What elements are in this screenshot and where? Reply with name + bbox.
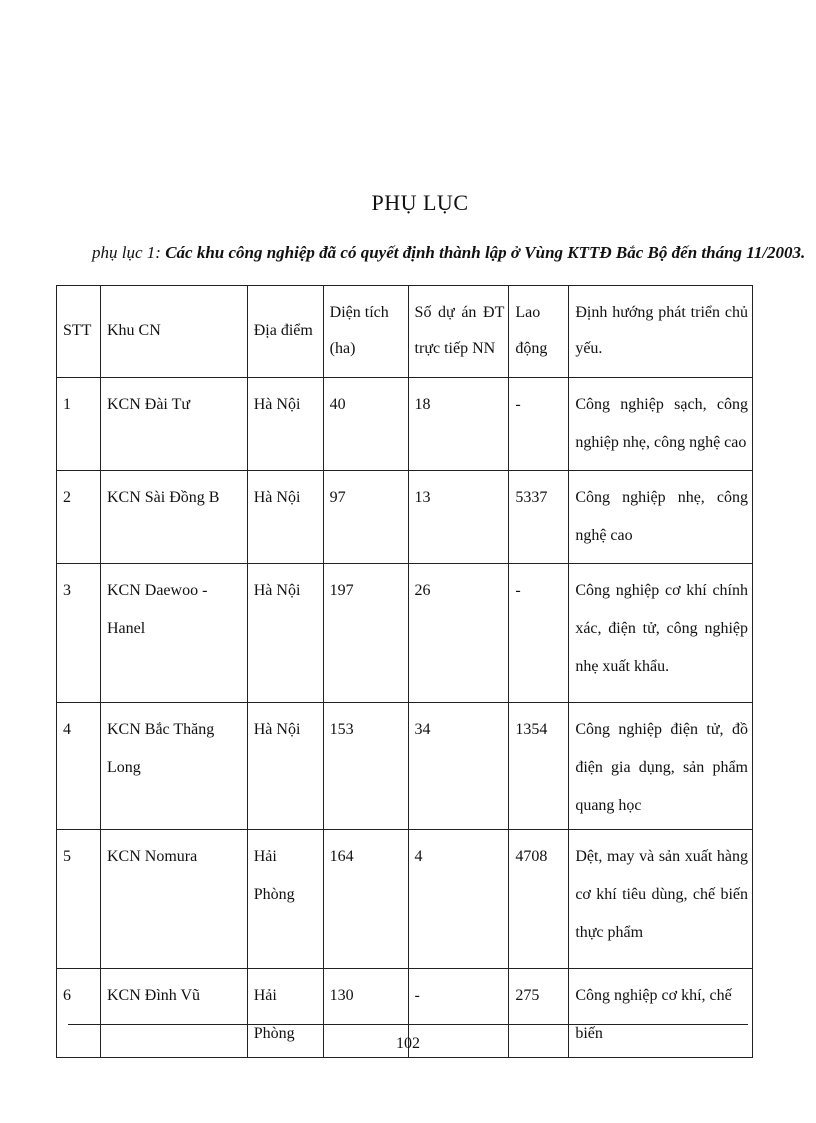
cell-dinh-huong: Công nghiệp sạch, công nghiệp nhẹ, công nghệ cao <box>569 378 753 471</box>
cell-dien-tich: 197 <box>323 564 408 703</box>
cell-dia-diem: Hà Nội <box>247 378 323 471</box>
caption-lead: phụ lục 1: <box>92 243 161 262</box>
table-row <box>57 564 753 703</box>
cell-lao-dong: 1354 <box>509 703 569 830</box>
cell-stt: 3 <box>57 564 101 703</box>
cell-dien-tich: 164 <box>323 830 408 969</box>
table-row <box>57 703 753 830</box>
cell-dien-tich: 97 <box>323 471 408 564</box>
page-number: 102 <box>396 1035 420 1052</box>
cell-dien-tich: 40 <box>323 378 408 471</box>
cell-dia-diem: Hà Nội <box>247 703 323 830</box>
cell-stt: 2 <box>57 471 101 564</box>
header-so-du-an: Số dự án ĐT trực tiếp NN <box>408 286 509 378</box>
cell-dinh-huong: Công nghiệp cơ khí, chế biến <box>569 969 753 1058</box>
cell-dinh-huong: Dệt, may và sản xuất hàng cơ khí tiêu dùng, chế biến thực phẩm <box>569 830 753 969</box>
cell-so-du-an: - <box>408 969 509 1058</box>
cell-lao-dong: - <box>509 378 569 471</box>
cell-dia-diem: Hà Nội <box>247 564 323 703</box>
cell-so-du-an: 26 <box>408 564 509 703</box>
header-dien-tich: Diện tích (ha) <box>323 286 408 378</box>
cell-lao-dong: - <box>509 564 569 703</box>
cell-stt: 5 <box>57 830 101 969</box>
industrial-zones-table <box>56 285 753 1058</box>
cell-lao-dong: 275 <box>509 969 569 1058</box>
header-lao-dong: Lao động <box>509 286 569 378</box>
cell-lao-dong: 4708 <box>509 830 569 969</box>
cell-dia-diem: Hà Nội <box>247 471 323 564</box>
cell-khu-cn: KCN Daewoo - Hanel <box>100 564 247 703</box>
cell-dinh-huong: Công nghiệp cơ khí chính xác, điện tử, công nghiệp nhẹ xuất khẩu. <box>569 564 753 703</box>
header-stt: STT <box>57 286 101 378</box>
cell-khu-cn: KCN Đình Vũ <box>100 969 247 1058</box>
table-row <box>57 378 753 471</box>
cell-stt: 4 <box>57 703 101 830</box>
cell-so-du-an: 34 <box>408 703 509 830</box>
header-dinh-huong: Định hướng phát triển chủ yếu. <box>569 286 753 378</box>
cell-dien-tich: 153 <box>323 703 408 830</box>
cell-dien-tich: 130 <box>323 969 408 1058</box>
cell-khu-cn: KCN Đài Tư <box>100 378 247 471</box>
caption-text: Các khu công nghiệp đã có quyết định thành lập ở Vùng KTTĐ Bắc Bộ đến tháng 11/2003. <box>160 243 806 262</box>
table-header-row <box>57 286 753 378</box>
cell-khu-cn: KCN Nomura <box>100 830 247 969</box>
cell-lao-dong: 5337 <box>509 471 569 564</box>
table-caption <box>92 243 805 263</box>
cell-khu-cn: KCN Sài Đồng B <box>100 471 247 564</box>
cell-so-du-an: 18 <box>408 378 509 471</box>
cell-dinh-huong: Công nghiệp nhẹ, công nghệ cao <box>569 471 753 564</box>
cell-khu-cn: KCN Bắc Thăng Long <box>100 703 247 830</box>
header-khu-cn: Khu CN <box>100 286 247 378</box>
header-dia-diem: Địa điểm <box>247 286 323 378</box>
table-row <box>57 471 753 564</box>
cell-dia-diem: Hải Phòng <box>247 830 323 969</box>
cell-stt: 1 <box>57 378 101 471</box>
cell-so-du-an: 13 <box>408 471 509 564</box>
table-row <box>57 830 753 969</box>
cell-stt: 6 <box>57 969 101 1058</box>
cell-so-du-an: 4 <box>408 830 509 969</box>
cell-dia-diem: Hải Phòng <box>247 969 323 1058</box>
page-title: PHỤ LỤC <box>371 190 469 215</box>
cell-dinh-huong: Công nghiệp điện tử, đồ điện gia dụng, sản phẩm quang học <box>569 703 753 830</box>
footer-divider <box>68 1024 748 1025</box>
